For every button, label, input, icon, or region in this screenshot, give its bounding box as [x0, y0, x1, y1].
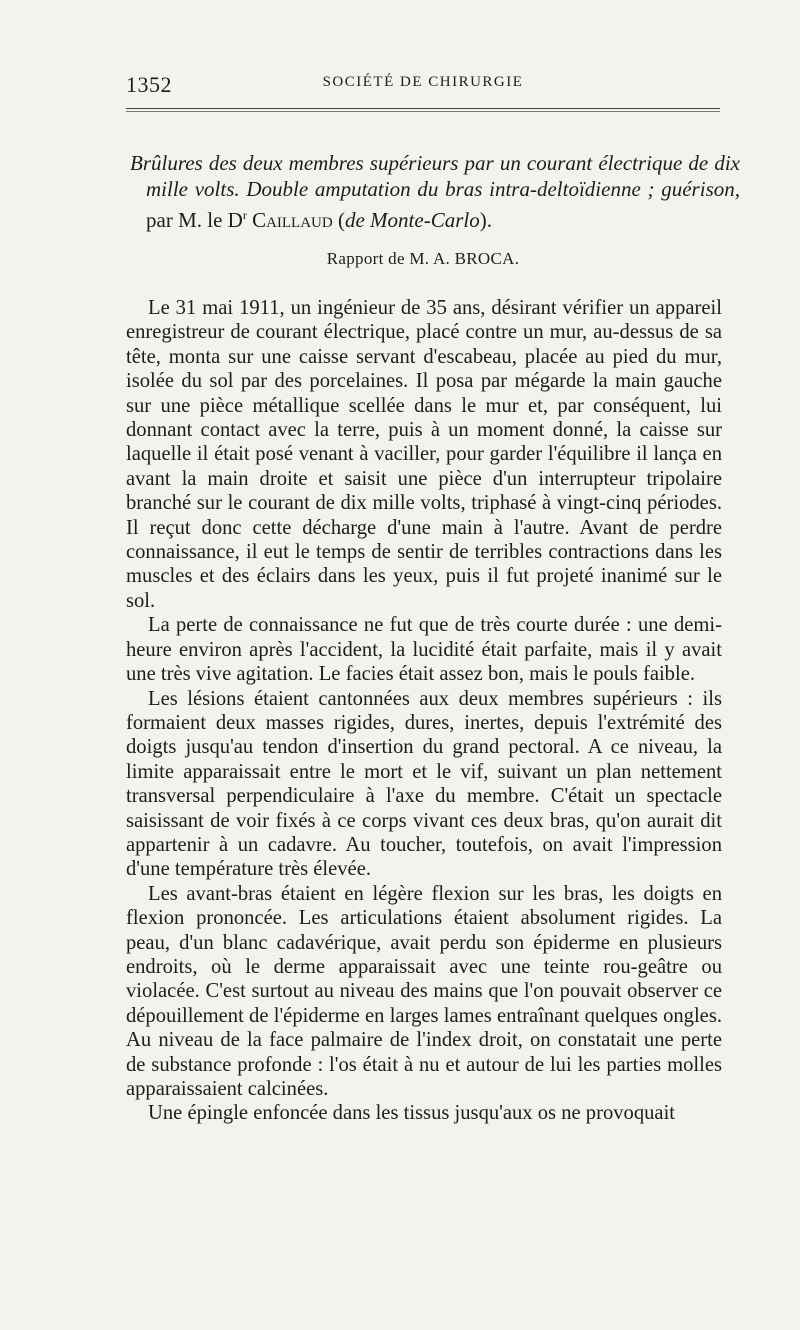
paragraph: Une épingle enfoncée dans les tissus jusqu'aux os ne provoquait — [148, 1102, 676, 1125]
page-header — [126, 70, 720, 100]
title-dr-superscript: r — [242, 208, 247, 222]
title-paren-open: ( — [332, 208, 345, 232]
paragraph: Les lésions étaient cantonnées aux deux membres supérieurs : ils formaient deux masses rigides, dures, inertes, depuis l'extrémité des doigts jusqu'au tendon d'insertion du grand pectoral. A ce niveau, la limite apparaissait entre le mort et le vif, suivant un plan nettement transversal perpendiculaire à l'axe du membre. C'était un spectacle saisissant de voir fixés à ce corps vivant ces deux bras, qu'on aurait dit appartenir à un cadavre. Au toucher, toutefois, on avait l'impression d'une température très élevée. — [126, 687, 722, 881]
title-place: de Monte-Carlo — [344, 208, 480, 232]
running-title: SOCIÉTÉ DE CHIRURGIE — [322, 74, 524, 90]
article-title — [130, 150, 740, 233]
title-by: par M. le D — [146, 208, 243, 232]
header-rule — [126, 108, 720, 112]
article-body — [126, 296, 722, 1126]
paragraph: Le 31 mai 1911, un ingénieur de 35 ans, désirant vérifier un appareil enregistreur de courant électrique, placé contre un mur, au-dessus de sa tête, monta sur une caisse servant d'escabeau, placée au pied du mur, isolée du sol par des porcelaines. Il posa par mégarde la main gauche sur une pièce métallique scellée dans le mur et, par conséquent, lui donnant contact avec la terre, puis à un moment donné, la caisse sur laquelle il était posé venant à vaciller, pour garder l'équilibre il lança en avant la main droite et saisit une pièce d'un interrupteur tripolaire branché sur le courant de dix mille volts, triphasé à vingt-cinq périodes. Il reçut donc cette décharge d'une main à l'autre. Avant de perdre connaissance, il eut le temps de sentir de terribles contractions dans les muscles et des éclairs dans les yeux, puis il fut projeté inanimé sur le sol. — [126, 297, 722, 612]
title-italic: Brûlures des deux membres supérieurs par un courant électrique de dix mille volts. Double amputation du bras intra-deltoïdienne ; guérison, — [130, 151, 740, 201]
paragraph: La perte de connaissance ne fut que de très courte durée : une demi-heure environ après l'accident, la lucidité était parfaite, mais il y avait une très vive agitation. Le facies était assez bon, mais le pouls faible. — [126, 614, 722, 686]
page-number: 1352 — [126, 72, 172, 97]
paragraph: Les avant-bras étaient en légère flexion sur les bras, les doigts en flexion prononcée. Les articulations étaient absolument rigides. La peau, d'un blanc cadavérique, avait perdu son épiderme en plusieurs endroits, où le derme apparaissait avec une teinte rou-geâtre ou violacée. C'est surtout au niveau des mains que l'on pouvait observer ce dépouillement de l'épiderme en larges lames entraînant quelques ongles. Au niveau de la face palmaire de l'index droit, on constatait une perte de substance profonde : l'os était à nu et autour de lui les parties molles apparaissaient calcinées. — [126, 882, 722, 1100]
title-paren-close: ). — [479, 208, 492, 232]
title-author: Caillaud — [246, 208, 333, 232]
report-line: Rapport de M. A. BROCA. — [326, 249, 520, 268]
